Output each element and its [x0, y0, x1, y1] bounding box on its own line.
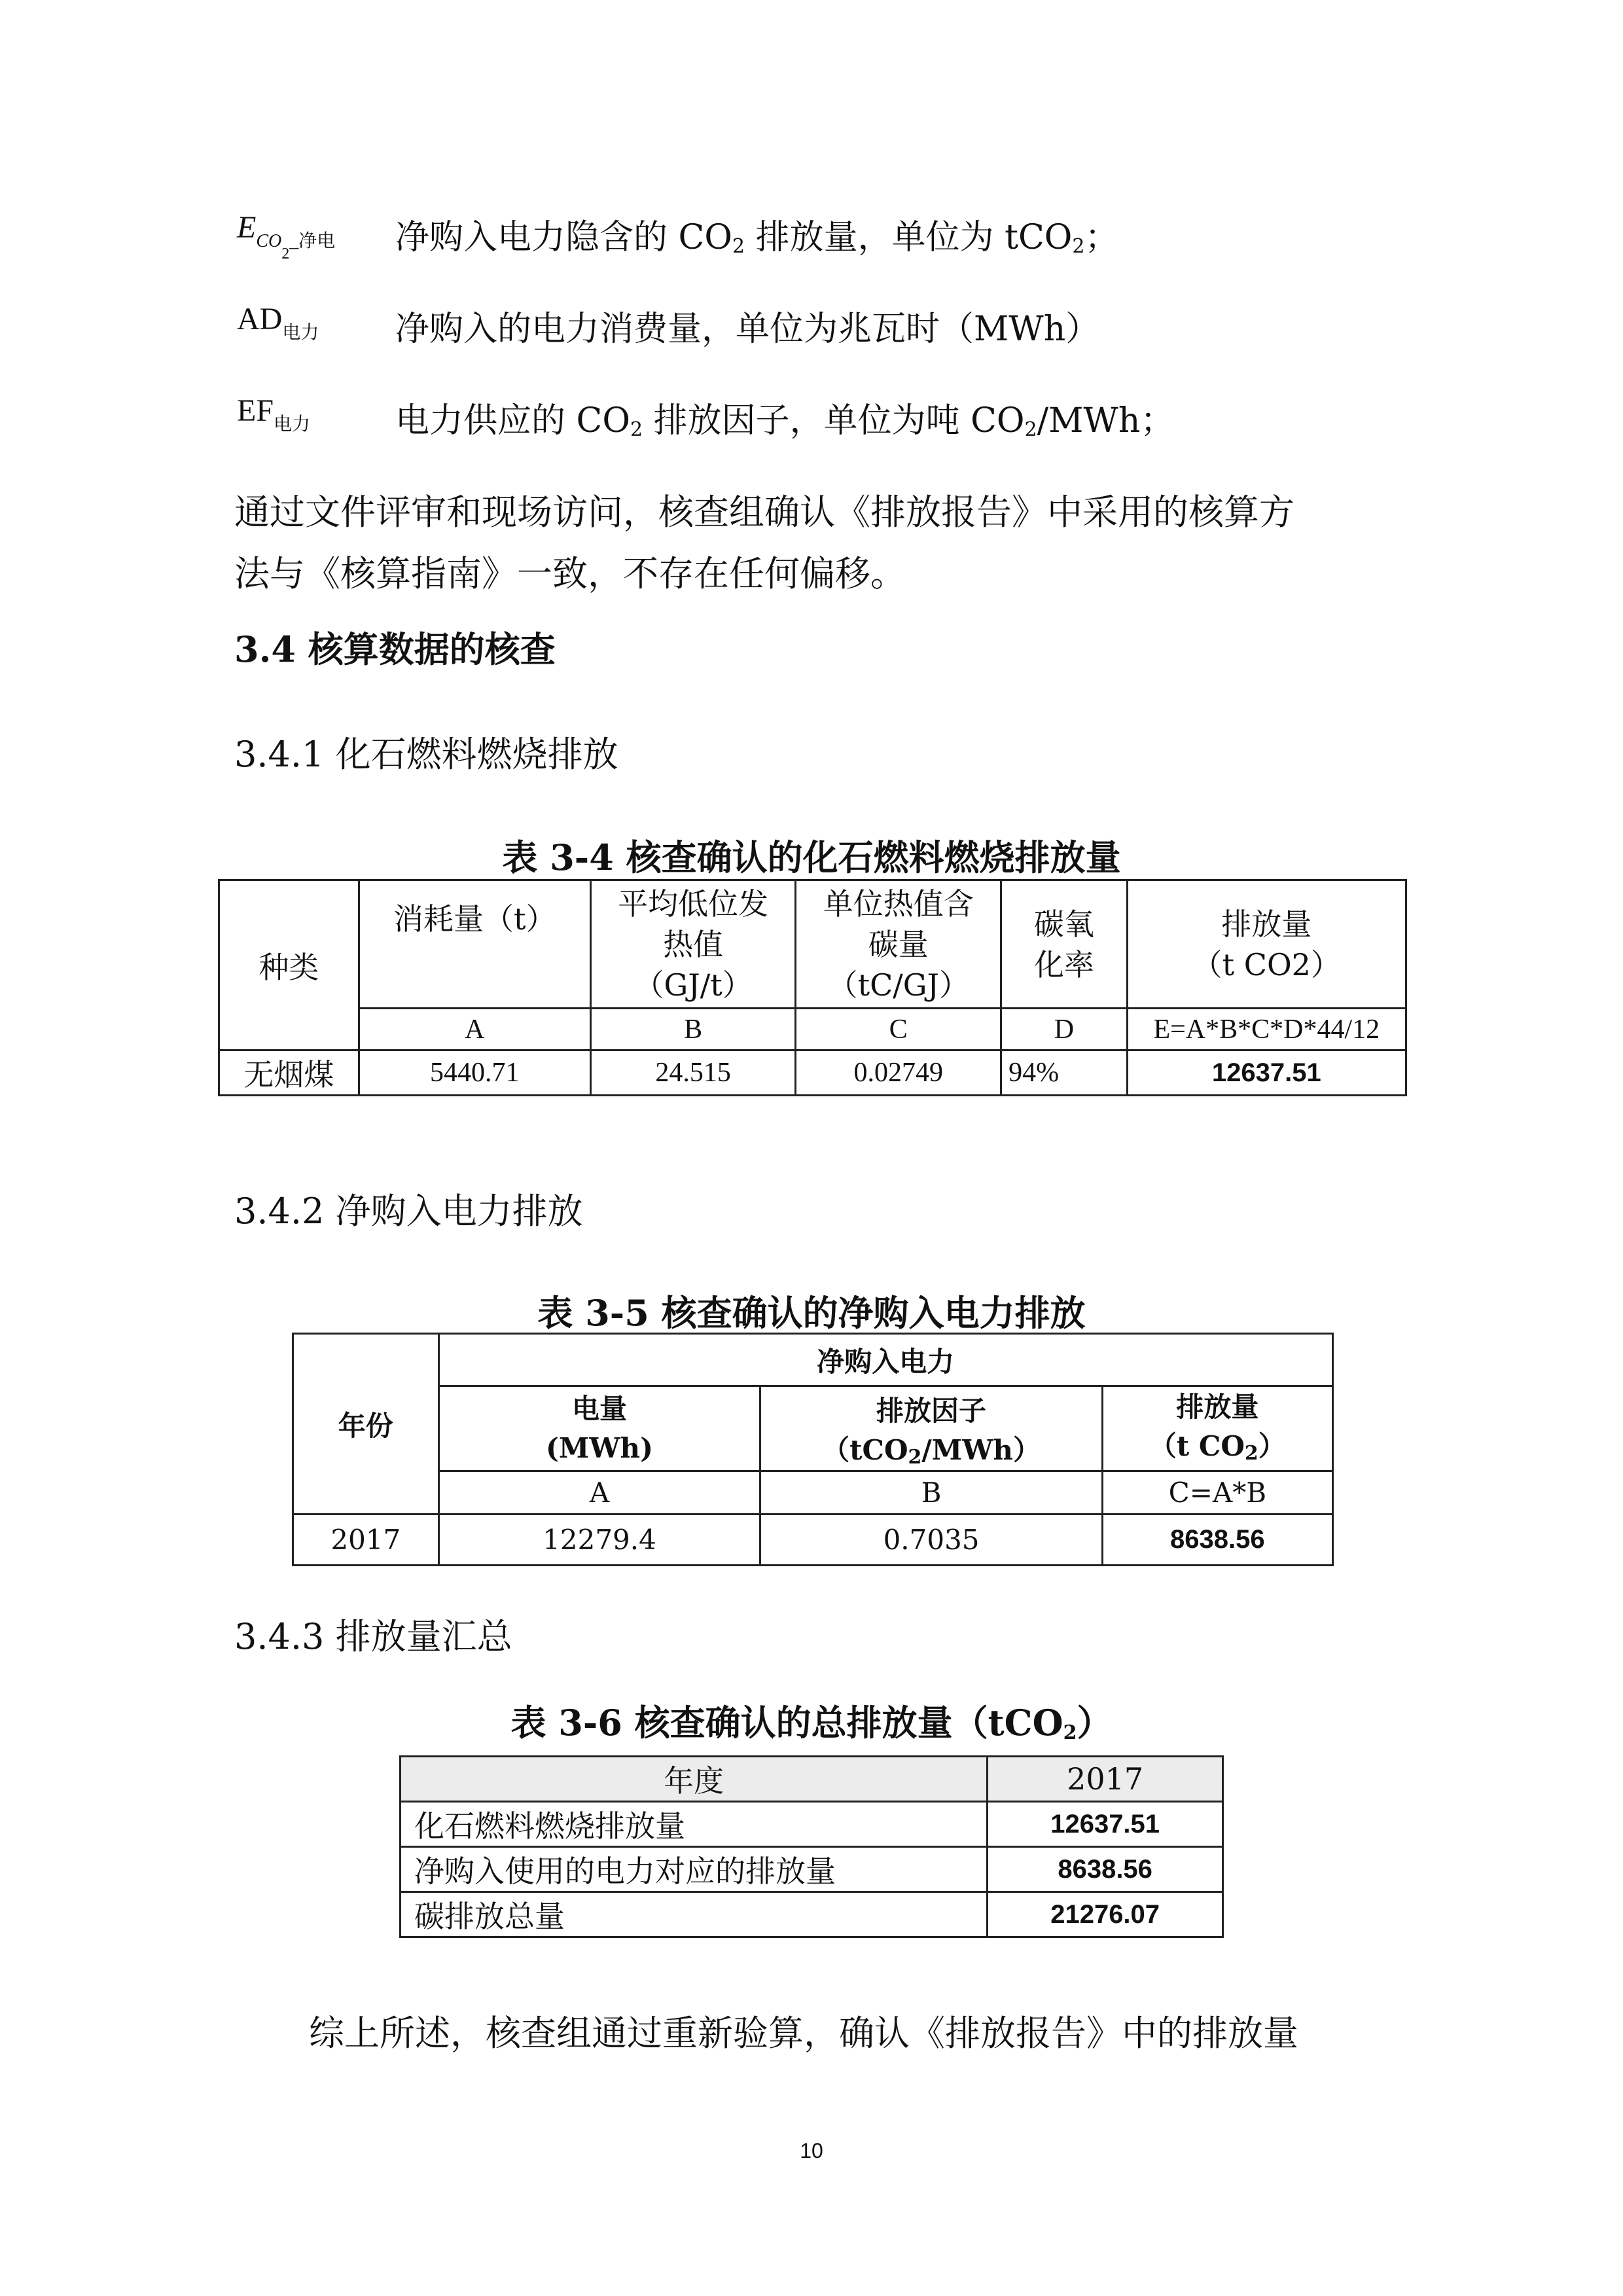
header-year-label: 年度 — [401, 1757, 988, 1802]
table-row — [401, 1892, 1223, 1937]
symbol-e-co2: $E_{CO2\_净电}$ — [237, 210, 336, 262]
header-carbon-content: 单位热值含 碳量 （tC/GJ） — [796, 880, 1001, 1009]
header-type: 种类 — [219, 880, 359, 1050]
label-b: B — [590, 1009, 796, 1050]
header-consumption: 消耗量（t） — [359, 880, 590, 1009]
table-header-row — [401, 1757, 1223, 1802]
header-oxidation: 碳氧 化率 — [1001, 880, 1127, 1009]
cell-emission: 12637.51 — [1127, 1050, 1406, 1096]
cell-electricity: 12279.4 — [438, 1515, 760, 1566]
table-caption-3-4: 表 3-4 核查确认的化石燃料燃烧排放量 — [502, 836, 1121, 878]
header-emission-factor: 排放因子（tCO2/MWh） — [760, 1386, 1102, 1471]
definition-ef — [237, 393, 1415, 452]
table-label-row — [219, 1009, 1406, 1050]
section-heading-3-4-2: 3.4.2 净购入电力排放 — [234, 1191, 583, 1232]
table-header-row — [293, 1334, 1333, 1386]
row-value: 8638.56 — [988, 1847, 1223, 1892]
cell-oxidation: 94% — [1001, 1050, 1127, 1096]
table-caption-3-5: 表 3-5 核查确认的净购入电力排放 — [537, 1292, 1086, 1334]
definition-text: 电力供应的 CO2 排放因子，单位为吨 CO2/MWh； — [395, 401, 1175, 441]
symbol-ef: $EF_{电力}$ — [237, 393, 311, 435]
row-label: 碳排放总量 — [401, 1892, 988, 1937]
header-year-value: 2017 — [988, 1757, 1223, 1802]
label-d: D — [1001, 1009, 1127, 1050]
section-heading-3-4: 3.4 核算数据的核查 — [234, 628, 556, 670]
table-caption-3-6: 表 3-6 核查确认的总排放量（tCO2） — [510, 1702, 1113, 1744]
header-year: 年份 — [293, 1334, 439, 1515]
label-a: A — [438, 1471, 760, 1515]
cell-type: 无烟煤 — [219, 1050, 359, 1096]
paragraph-method — [234, 482, 1412, 605]
section-heading-3-4-1: 3.4.1 化石燃料燃烧排放 — [234, 734, 618, 775]
table-label-row — [293, 1471, 1333, 1515]
definition-text: 净购入的电力消费量，单位为兆瓦时（MWh） — [395, 310, 1100, 349]
page-number: 10 — [800, 2139, 823, 2162]
label-c: C — [796, 1009, 1001, 1050]
total-emission-table — [399, 1755, 1224, 1938]
definition-ad — [237, 301, 1415, 360]
row-label: 净购入使用的电力对应的排放量 — [401, 1847, 988, 1892]
paragraph-line: 法与《核算指南》一致，不存在任何偏移。 — [234, 553, 906, 594]
row-label: 化石燃料燃烧排放量 — [401, 1802, 988, 1847]
electricity-table — [292, 1333, 1334, 1566]
table-row — [293, 1515, 1333, 1566]
header-net-purchased: 净购入电力 — [438, 1334, 1332, 1386]
label-e: E=A*B*C*D*44/12 — [1127, 1009, 1406, 1050]
table-header-row — [219, 880, 1406, 1009]
table-row — [401, 1802, 1223, 1847]
cell-carbon-content: 0.02749 — [796, 1050, 1001, 1096]
table-row — [401, 1847, 1223, 1892]
cell-consumption: 5440.71 — [359, 1050, 590, 1096]
header-electricity: 电量 (MWh) — [438, 1386, 760, 1471]
definition-e-co2 — [237, 209, 1415, 268]
row-value: 21276.07 — [988, 1892, 1223, 1937]
table-row — [219, 1050, 1406, 1096]
table-header-row — [293, 1386, 1333, 1471]
symbol-ad: $AD_{电力}$ — [237, 302, 319, 343]
fossil-fuel-table — [218, 879, 1407, 1096]
label-a: A — [359, 1009, 590, 1050]
label-b: B — [760, 1471, 1102, 1515]
header-emission: 排放量 （t CO2） — [1102, 1386, 1332, 1471]
paragraph-line: 通过文件评审和现场访问，核查组确认《排放报告》中采用的核算方 — [234, 492, 1294, 533]
cell-year: 2017 — [293, 1515, 439, 1566]
header-ncv: 平均低位发 热值 （GJ/t） — [590, 880, 796, 1009]
label-c: C=A*B — [1102, 1471, 1332, 1515]
definition-text: 净购入电力隐含的 CO2 排放量，单位为 tCO2； — [395, 218, 1119, 258]
section-heading-3-4-3: 3.4.3 排放量汇总 — [234, 1616, 512, 1657]
header-emission: 排放量 （t CO2） — [1127, 880, 1406, 1009]
cell-emission: 8638.56 — [1102, 1515, 1332, 1566]
cell-ncv: 24.515 — [590, 1050, 796, 1096]
row-value: 12637.51 — [988, 1802, 1223, 1847]
closing-paragraph: 综上所述，核查组通过重新验算，确认《排放报告》中的排放量 — [309, 2013, 1298, 2054]
cell-emission-factor: 0.7035 — [760, 1515, 1102, 1566]
